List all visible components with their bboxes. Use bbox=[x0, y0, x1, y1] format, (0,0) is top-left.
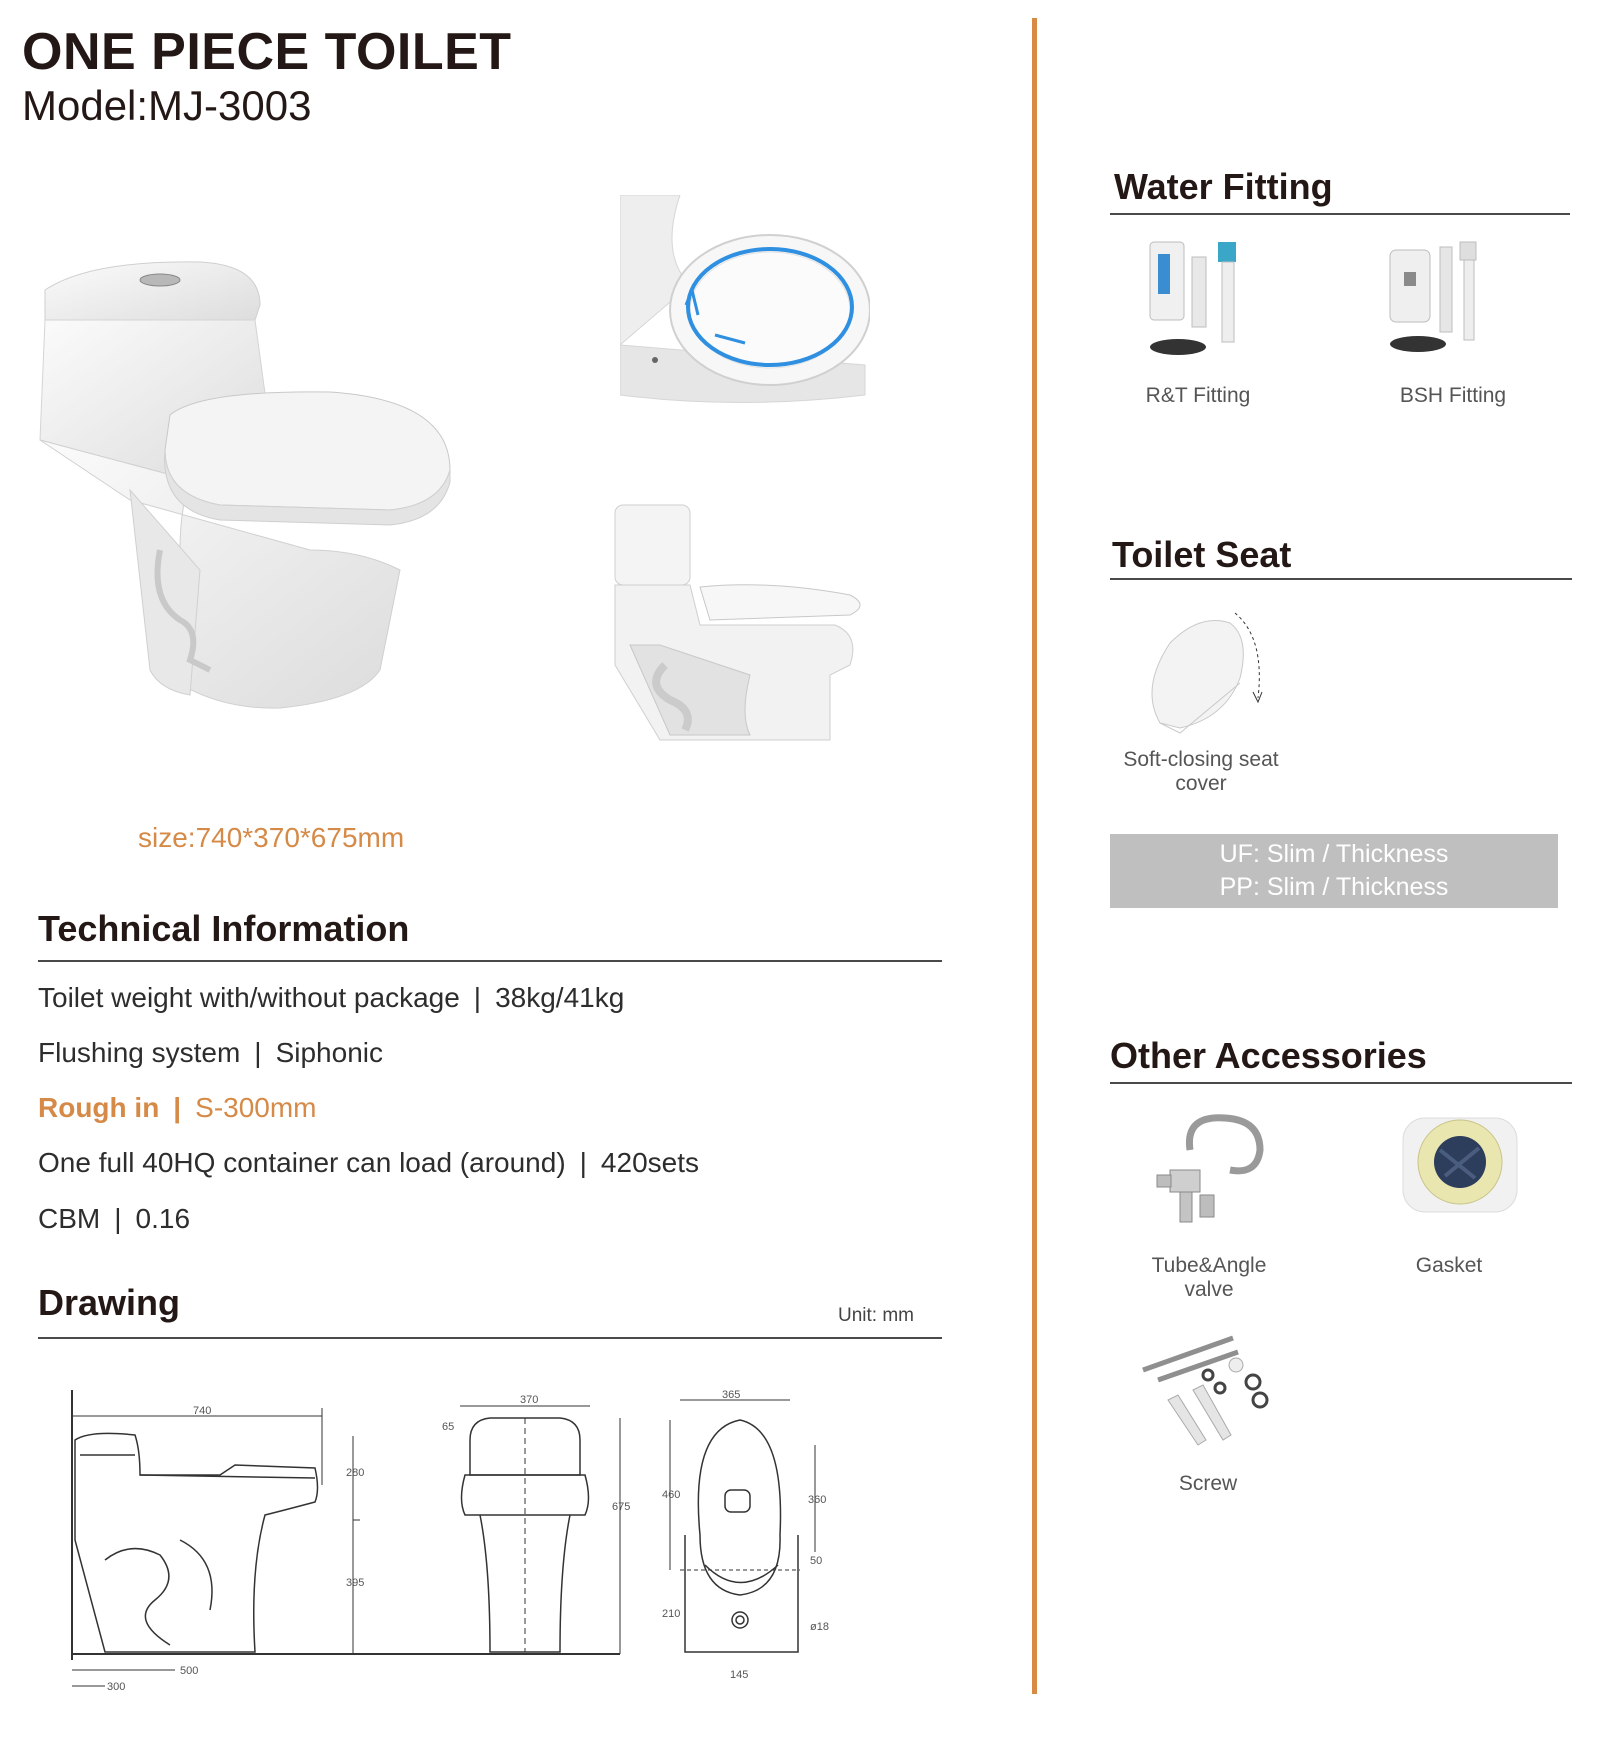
gasket-label: Gasket bbox=[1415, 1254, 1483, 1277]
soft-closing-seat-label-line2: cover bbox=[1175, 771, 1227, 795]
bsh-fitting-label: BSH Fitting bbox=[1399, 384, 1507, 407]
tech-row-rough-in bbox=[38, 1092, 317, 1124]
soft-closing-seat-image bbox=[1130, 608, 1270, 738]
bsh-fitting-image bbox=[1380, 232, 1510, 362]
dim-front: 210 bbox=[662, 1608, 681, 1620]
product-size: size:740*370*675mm bbox=[138, 822, 405, 853]
other-accessories-title: Other Accessories bbox=[1110, 1035, 1427, 1076]
front-view-drawing bbox=[442, 1394, 630, 1654]
other-accessories-divider bbox=[1110, 1082, 1572, 1084]
tech-value: 0.16 bbox=[135, 1203, 191, 1234]
top-view-drawing bbox=[662, 1390, 829, 1681]
tech-separator: | bbox=[173, 1092, 182, 1123]
gasket-image bbox=[1395, 1110, 1525, 1220]
dim-tank-height: 280 bbox=[346, 1467, 365, 1479]
dim-gap: 50 bbox=[810, 1555, 823, 1567]
dim-height: 675 bbox=[612, 1501, 631, 1513]
tech-separator: | bbox=[254, 1037, 262, 1068]
tech-value: Siphonic bbox=[275, 1037, 383, 1068]
dim-outlet: 145 bbox=[730, 1669, 749, 1681]
soft-closing-seat-label-line1: Soft-closing seat bbox=[1123, 748, 1279, 771]
model-number: Model:MJ-3003 bbox=[22, 82, 312, 129]
dim-bowl-height: 395 bbox=[346, 1577, 365, 1589]
drawing-title: Drawing bbox=[38, 1282, 181, 1323]
dim-hole: ø18 bbox=[810, 1621, 829, 1633]
tech-row-cbm bbox=[38, 1203, 190, 1235]
tech-separator: | bbox=[579, 1147, 587, 1178]
technical-info-divider bbox=[38, 960, 942, 962]
soft-closing-seat-label bbox=[1090, 748, 1312, 795]
dim-top-length: 460 bbox=[662, 1489, 681, 1501]
dim-rough: 300 bbox=[107, 1681, 126, 1693]
tech-label: Flushing system bbox=[38, 1037, 241, 1068]
tube-angle-valve-label-line1: Tube&Angle bbox=[1151, 1254, 1267, 1277]
toilet-seat-divider bbox=[1110, 578, 1572, 580]
rt-fitting-image bbox=[1140, 232, 1270, 362]
screw-image bbox=[1138, 1330, 1278, 1460]
tech-label: Toilet weight with/without package bbox=[38, 982, 460, 1013]
tech-value: 420sets bbox=[600, 1147, 699, 1178]
technical-drawings bbox=[60, 1390, 960, 1720]
seat-option-uf: UF: Slim / Thickness bbox=[1219, 840, 1449, 868]
tech-row-container-load bbox=[38, 1147, 699, 1179]
tech-label: Rough in bbox=[38, 1092, 160, 1123]
tech-value: S-300mm bbox=[195, 1092, 317, 1123]
side-view-drawing bbox=[72, 1390, 620, 1693]
dim-tank-top: 65 bbox=[442, 1421, 455, 1433]
dim-width: 370 bbox=[520, 1394, 539, 1406]
drawing-unit: Unit: mm bbox=[838, 1305, 914, 1326]
page-title: ONE PIECE TOILET bbox=[22, 23, 512, 81]
dim-base: 500 bbox=[180, 1665, 199, 1677]
drawing-divider bbox=[38, 1337, 942, 1339]
tube-angle-valve-label-line2: valve bbox=[1184, 1277, 1234, 1301]
tech-separator: | bbox=[473, 982, 482, 1013]
seat-option-pp: PP: Slim / Thickness bbox=[1219, 873, 1449, 901]
tech-label: CBM bbox=[38, 1203, 101, 1234]
tech-row-flushing bbox=[38, 1037, 383, 1069]
seat-options-box bbox=[1110, 834, 1558, 908]
tube-angle-valve-label bbox=[1098, 1254, 1320, 1301]
toilet-main-image bbox=[30, 250, 500, 790]
water-fitting-title: Water Fitting bbox=[1114, 166, 1333, 207]
technical-info-title: Technical Information bbox=[38, 908, 410, 949]
dim-top-width: 365 bbox=[722, 1390, 741, 1401]
tech-separator: | bbox=[114, 1203, 122, 1234]
column-divider bbox=[1032, 18, 1037, 1694]
water-fitting-divider bbox=[1110, 213, 1570, 215]
toilet-bowl-flush-image bbox=[620, 195, 870, 410]
tech-label: One full 40HQ container can load (around) bbox=[38, 1147, 566, 1178]
dim-seat-length: 360 bbox=[808, 1494, 827, 1506]
tube-angle-valve-image bbox=[1145, 1110, 1275, 1240]
toilet-side-section-image bbox=[600, 495, 880, 745]
screw-label: Screw bbox=[1178, 1472, 1238, 1495]
toilet-seat-title: Toilet Seat bbox=[1112, 534, 1292, 575]
rt-fitting-label: R&T Fitting bbox=[1145, 384, 1251, 407]
dim-length: 740 bbox=[193, 1405, 212, 1417]
tech-row-weight bbox=[38, 982, 624, 1014]
tech-value: 38kg/41kg bbox=[495, 982, 625, 1013]
